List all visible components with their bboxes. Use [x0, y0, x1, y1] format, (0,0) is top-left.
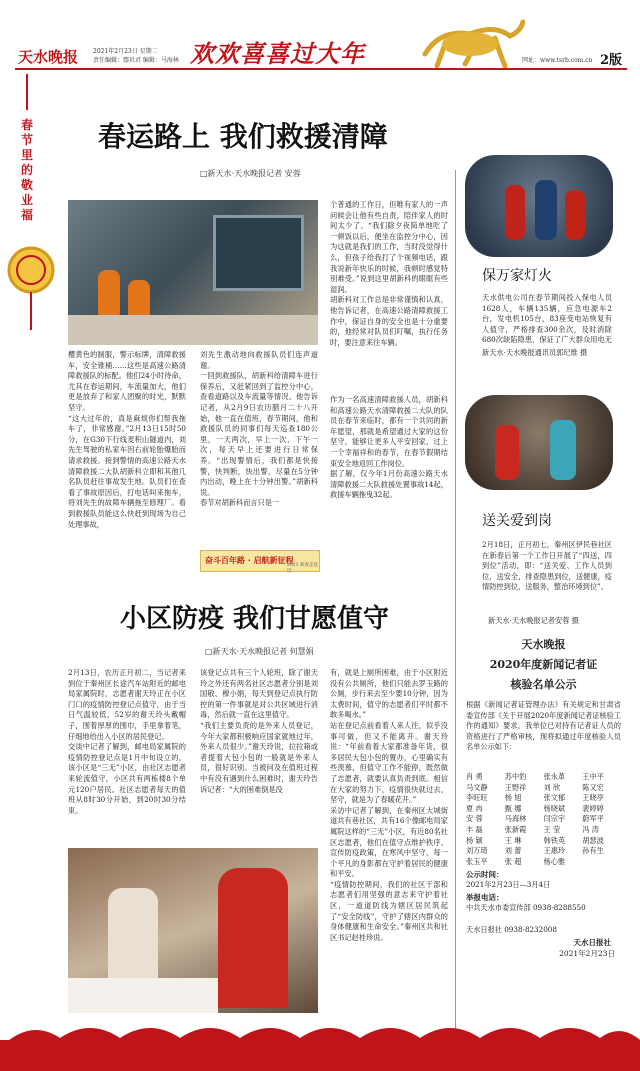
- notice-date: 2021年2月23日: [559, 949, 615, 959]
- notice-report-line: 中共天水市委宣传部 0938-8288550: [466, 903, 586, 913]
- notice-name: 刘 蕾: [504, 846, 522, 856]
- article2-title: 小区防疫 我们甘愿值守: [120, 604, 390, 634]
- notice-name: 夏 冉: [466, 803, 483, 813]
- article1-col1: 樱黄色的制服，警示标牌，清障救援车，安全锥桶……这些是高速公路清障救援队的标配。他们24小时待命，尤其在春运期间，车流量加大，他们更是放弃了和家人团聚的时光，默默坚守。 “这大过年的，真是麻烦你们帮我拖车了，非常感谢。”2月13日15时50分，在G30下行线麦积山隧道内，刘先生驾驶的私家车因右前轮胎爆胎而请求救援。接到警情的高速公路天水清障救援二大队胡新科立即和其他几名队员赶往事故发生地。队员们在查看了事故原因后，打电话叫来拖车，将刘先生的故障车辆拖至修理厂。看到救援队员能这么快赶到现场为自己处理事故，: [68, 350, 186, 529]
- article1-title: 春运路上 我们救援清障: [98, 120, 388, 153]
- notice-report-label: 举报电话：: [466, 893, 504, 903]
- notice-name: 王晓亭: [582, 793, 604, 803]
- notice-name: 苏中豹: [504, 772, 527, 781]
- right-text-2: 2月18日，正月初七，秦州区伊民巷社区在新春后第一个工作日开展了“四送，四到位”活动，即：“送关爱、工作人员到位，送安全，排查隐患到位，送健康，疫情防控到位，送服务，整治环境到位”。: [482, 540, 612, 592]
- right-photo-2: [465, 395, 613, 490]
- cloud-ornament-icon: [0, 1018, 640, 1048]
- notice-name: 王 琳: [504, 835, 522, 845]
- lantern-icon: [6, 230, 56, 340]
- notice-name: 张文郁: [543, 793, 566, 803]
- article1-col3: 个普通的工作日，但唯有家人的一声问候会让他有些自责，陪伴家人的时间太少了。“我们除夕夜简单地吃了一顿饭以后，便坐在监控分中心，因为这就是我们的工作，当时没觉得什么，但孩子给我打了个视频电话，跟我说新年快乐的时候，我顿时感觉特别难受。”说到这里胡新科的眼眶有些湿润。 胡新科对工作总是非常谨慎和认真，他告诉记者，在高速公路清障救援工作中，保证自身的安全也是十分重要的，他经常对队员们叮嘱，执行任务时，要注意来往车辆。: [330, 200, 448, 347]
- right-credit-1: 新天水·天水晚报通讯员郭纪维 摄: [482, 348, 588, 357]
- notice-name: 肖 勇: [466, 772, 483, 781]
- notice-name: 刘 欣: [543, 782, 561, 792]
- article2-col1: 2月13日，农历正月初二，当记者来到位于秦州区长途汽车站附近的邮电局家属院时，志愿者谢天玲正在小区门口的疫情防控登记点值守，由于当日气温较低，52岁的谢天玲头戴帽子，围着厚厚的围巾，手里拿着笔，仔细地给出入小区的居民登记。 交谈中记者了解到，邮电局家属院的疫情防控登记点是1月中旬设立的，该小区是“三无”小区，由社区志愿者来轮流值守，小区共有两栋楼8个单元120户居民。社区志愿者每天的值班从8时30分开始，到20时30分结束。: [68, 668, 186, 815]
- notice-box: [466, 636, 621, 1036]
- notice-title-1: 天水晚报: [521, 638, 566, 651]
- article1-byline: □新天水·天水晚报记者 安蓉: [200, 169, 301, 178]
- notice-name: 李旺旺: [466, 793, 488, 803]
- notice-name: 张 超: [504, 856, 522, 866]
- festival-slogan: 欢欢喜喜过大年: [190, 39, 365, 68]
- notice-name: 闫宗宇: [543, 814, 566, 824]
- notice-name: 张新霞: [504, 824, 527, 834]
- sidebar-vertical-label: 春节里的敬业福: [20, 118, 33, 222]
- notice-name: 裴婷婷: [582, 803, 604, 813]
- notice-phone2: 天水日报社 0938-8232008: [466, 925, 557, 935]
- right-text-1: 天水供电公司在春节期间投入保电人员1628人，车辆135辆，应急电源车2台，发电机105台，83座变电站恢复有人值守，严格排查300余次，及时消除680次缺陷隐患，保证了广大群众用电无: [482, 293, 612, 345]
- column-divider: [455, 170, 456, 1040]
- notice-name: 杨 颖: [466, 835, 483, 845]
- issue-date: 2021年2月23日 星期二: [93, 48, 158, 55]
- notice-name: 丰 磊: [466, 824, 483, 834]
- notice-name: 王中平: [582, 772, 604, 781]
- right-credit-2: 新天水·天水晚报记者安蓉 摄: [488, 616, 579, 625]
- notice-name: 胡瑟波: [582, 835, 604, 845]
- article1-col4: 作为一名高速清障救援人员，胡新科和高速公路天水清障救援二大队的队员在春节来临时，都有一个共同的新年愿望，那就是希望通过大家的这份坚守，能够让更多人平安回家，过上一个幸福祥和的春节，在春节假期结束安全地返回工作岗位。 据了解，仅今年1月份高速公路天水清障救援二大队救援处置事故14起，救援车辆拖曳32起。: [330, 395, 448, 500]
- notice-period-label: 公示时间：: [466, 870, 504, 880]
- notice-sign: 天水日报社: [573, 938, 611, 948]
- notice-name: 蔚军平: [582, 814, 604, 824]
- header-divider: [15, 68, 627, 70]
- notice-name: 杨 旭: [504, 793, 522, 803]
- notice-name: 杨心雅: [543, 856, 566, 866]
- notice-name: 王惠玲: [543, 846, 566, 856]
- notice-period: 2021年2月23日—3月4日: [466, 880, 551, 890]
- notice-name-list: [466, 772, 621, 867]
- issue-meta: [93, 47, 203, 65]
- notice-name: 张永革: [543, 772, 566, 781]
- notice-name: 安 蓉: [466, 814, 483, 824]
- notice-body: 根据《新闻记者证管理办法》有关规定和甘肃省委宣传部《关于开展2020年度新闻记者证核验工作的通知》要求，我单位已对持有记者证人员的资格进行了严格审核，现将拟通过年度核验人员名单公示如下：: [466, 700, 621, 752]
- notice-name: 孙有生: [582, 846, 604, 856]
- newspaper-logo: 天水晚报: [18, 48, 79, 66]
- notice-name: 陈又宏: [582, 782, 604, 792]
- right-photo-1: [465, 155, 613, 257]
- notice-name: 张玉平: [466, 856, 488, 866]
- editor-line: 责任编辑：鄢贝君 编辑：马海林: [93, 57, 179, 64]
- notice-name: 马海林: [504, 814, 527, 824]
- notice-title-2: 2020年度新闻记者证: [489, 658, 598, 671]
- notice-name: 杨晓斌: [543, 803, 566, 813]
- website: 网址：www.tsrb.com.cn: [522, 57, 593, 64]
- banner-right-text: 2021 新春走基层: [287, 563, 318, 574]
- article2-byline: □新天水·天水晚报记者 何慧娟: [205, 647, 314, 656]
- ornament-string: [26, 74, 28, 110]
- article1-photo: [68, 200, 318, 345]
- article2-col3: 有，就是上厕所困难，由于小区附近没有公共厕所，他们只能去罗玉路的公厕，步行来去至少要10分钟，因为太费时间，值守的志愿者们平时都不敢多喝水。” 站在登记点前看着人来人往，似乎没事可做，但又不能离开。谢天玲说：“年前看着大家都准备年货，很多居民大包小包的置办，心里确实有些羡慕，但值守工作不能停，既然做了志愿者，就要认真负责到底。相信在大家的努力下，疫情很快就过去，坚守，就是为了春暖花开。” 采访中记者了解到，在秦州区大城街道共有巷社区，共有16个像邮电局家属院这样的“三无”小区，有近80名社区志愿者，他们在值守点维护秩序、宣传防疫政策，在寒风中坚守，每一个平凡的身影都在守护着居民的健康和平安。 “疫情防控期间，我们的社区干部和志愿者们用坚强的意志来守护着社区，一道道防线为辖区居民筑起了“安全防线”，守护了辖区内群众的身体健康和生命安全。”秦州区共和社区书记赵桂珍说。: [330, 668, 448, 942]
- notice-name: 冯 涛: [582, 824, 599, 834]
- page-number: 2版: [600, 53, 623, 68]
- notice-name: 甄 娜: [504, 803, 522, 813]
- article2-photo: [68, 848, 318, 1013]
- campaign-banner: [200, 550, 320, 572]
- right-caption-2: 送关爱到岗: [482, 513, 552, 529]
- article2-col2: 该登记点共有三个人轮班，除了谢天玲之外还有两名社区志愿者分别是刘国敬、穆小娟，每天到登记点执行防控的第一件事就是对公共区域进行消毒，然后就一直在这里值守。 “我们主要负责的是外来人员登记，今年大家都积极响应国家就地过年，外来人员很少。”谢天玲说，拉拉箱或者提着大包小包的一般就是外来人员，很好识别。当被问及在值班过程中有没有遇到什么困难时，谢天玲告诉记者：“大的困难倒是没: [200, 668, 318, 794]
- notice-name: [582, 857, 621, 868]
- notice-name: 王 莹: [543, 824, 561, 834]
- notice-name: 马文静: [466, 782, 488, 792]
- notice-title-3: 核验名单公示: [510, 678, 577, 691]
- banner-left-text: 奋斗百年路 · 启航新征程: [205, 556, 294, 565]
- right-caption-1: 保万家灯火: [482, 268, 552, 284]
- notice-name: 王野祥: [504, 782, 527, 792]
- notice-name: 刘万琦: [466, 846, 488, 856]
- ox-icon: [415, 14, 525, 70]
- article1-col2: 刘先生激动地向救援队员们连声道谢。 一回到救援队，胡新科给清障车进行保养后，又赶紧回到了监控分中心，查看道路以及车流量等情况。他告诉记者，从2月9日农历腊月二十八开始，他一直在值班，春节期间，他和救援队员的同事们每天巡查180公里，一天两次，早上一次、下午一次，每天早上还要进行日常保养。“出现警情后，我们都是快接警，快判断，快出警，尽量在5分钟内出动，晚上在十分钟出警。”胡新科说。 春节对胡新科而言只是一: [200, 350, 318, 508]
- notice-name: 韩铁英: [543, 835, 566, 845]
